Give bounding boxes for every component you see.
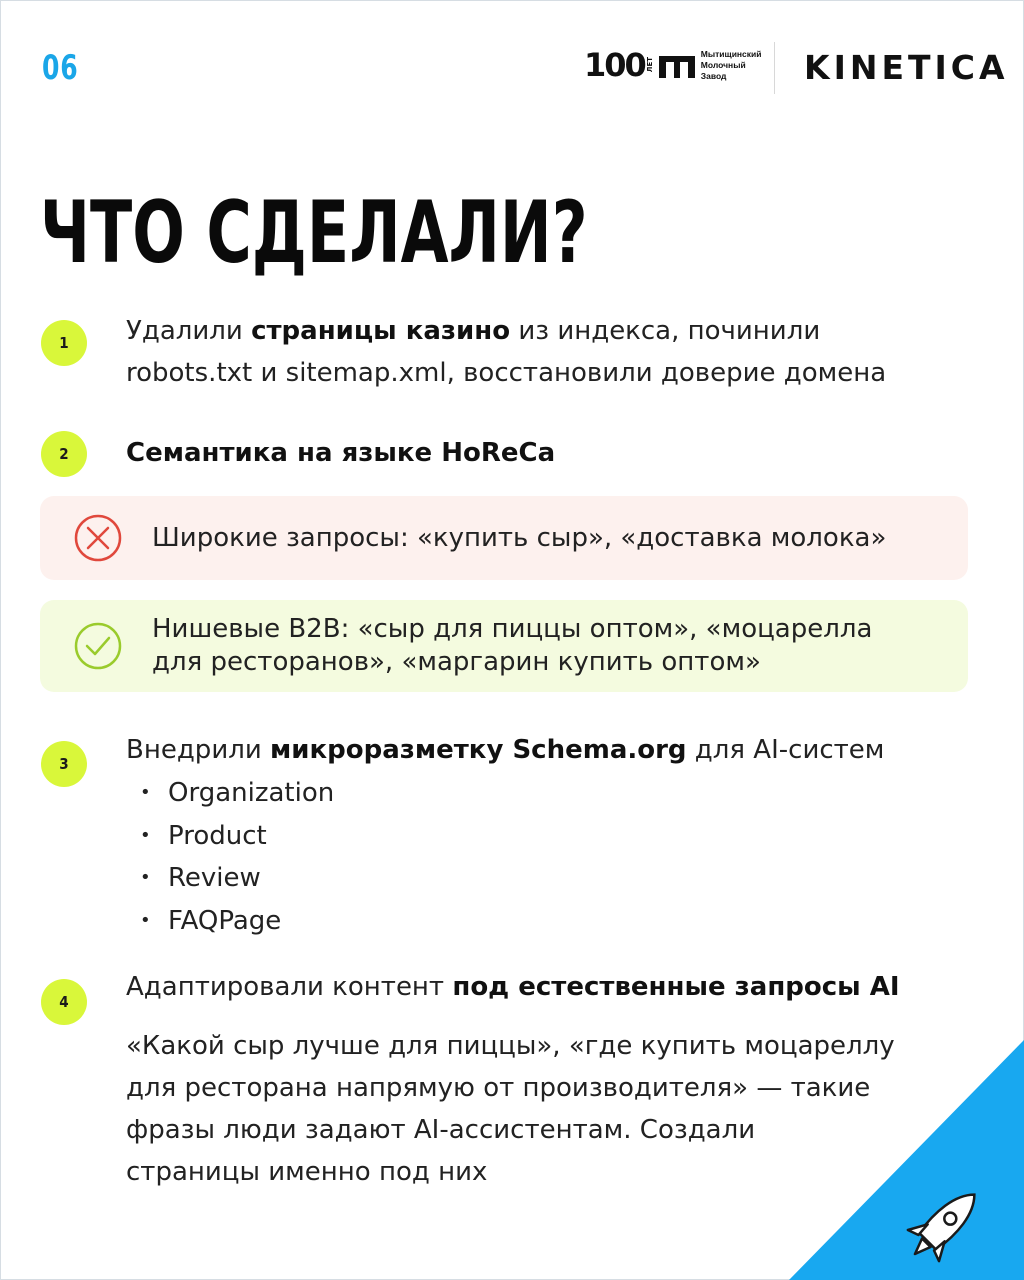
partner-logo-number: 100 [584,46,645,84]
brand-logo: KINETICA [804,48,1009,87]
check-circle-icon [74,622,122,670]
step-badge-1: 1 [41,320,87,366]
positive-example-text: Нишевые B2B: «сыр для пиццы оптом», «моцарелла для ресторанов», «маргарин купить оптом» [152,614,873,677]
list-item: • Product [140,815,334,858]
positive-example-card [40,600,968,692]
step-2-heading: Семантика на языке HoReCa [126,438,556,468]
page-title: ЧТО СДЕЛАЛИ? [40,183,588,283]
step-1-text: Удалили страницы казино из индекса, починили robots.txt и sitemap.xml, восстановили доверие домена [126,316,887,388]
step-badge-4: 4 [41,979,87,1025]
step-3-text: Внедрили микроразметку Schema.org для AI-систем [126,735,885,765]
cross-circle-icon [74,514,122,562]
negative-example-card [40,496,968,580]
partner-logo-vertical-text: ЛЕТ [645,57,654,73]
corner-decoration [789,1040,1024,1280]
page-number: 06 [42,48,79,88]
partner-logo [584,48,762,82]
list-item: • FAQPage [140,900,334,943]
step-badge-3: 3 [41,741,87,787]
header-divider [774,42,775,94]
partner-logo-mark-icon [657,50,697,80]
negative-example-text: Широкие запросы: «купить сыр», «доставка молока» [152,523,887,553]
partner-logo-name: Мытищинский Молочный Завод [700,48,762,81]
step-badge-2: 2 [41,431,87,477]
list-item: • Organization [140,772,334,815]
list-item: • Review [140,857,334,900]
step-4-paragraph: «Какой сыр лучше для пиццы», «где купить моцареллу для ресторана напрямую от производителя» — такие фразы люди задают AI-ассистентам. Создали страницы именно под них [126,1031,895,1187]
schema-types-list [140,772,334,942]
step-4-text: Адаптировали контент под естественные запросы AI [126,972,900,1002]
